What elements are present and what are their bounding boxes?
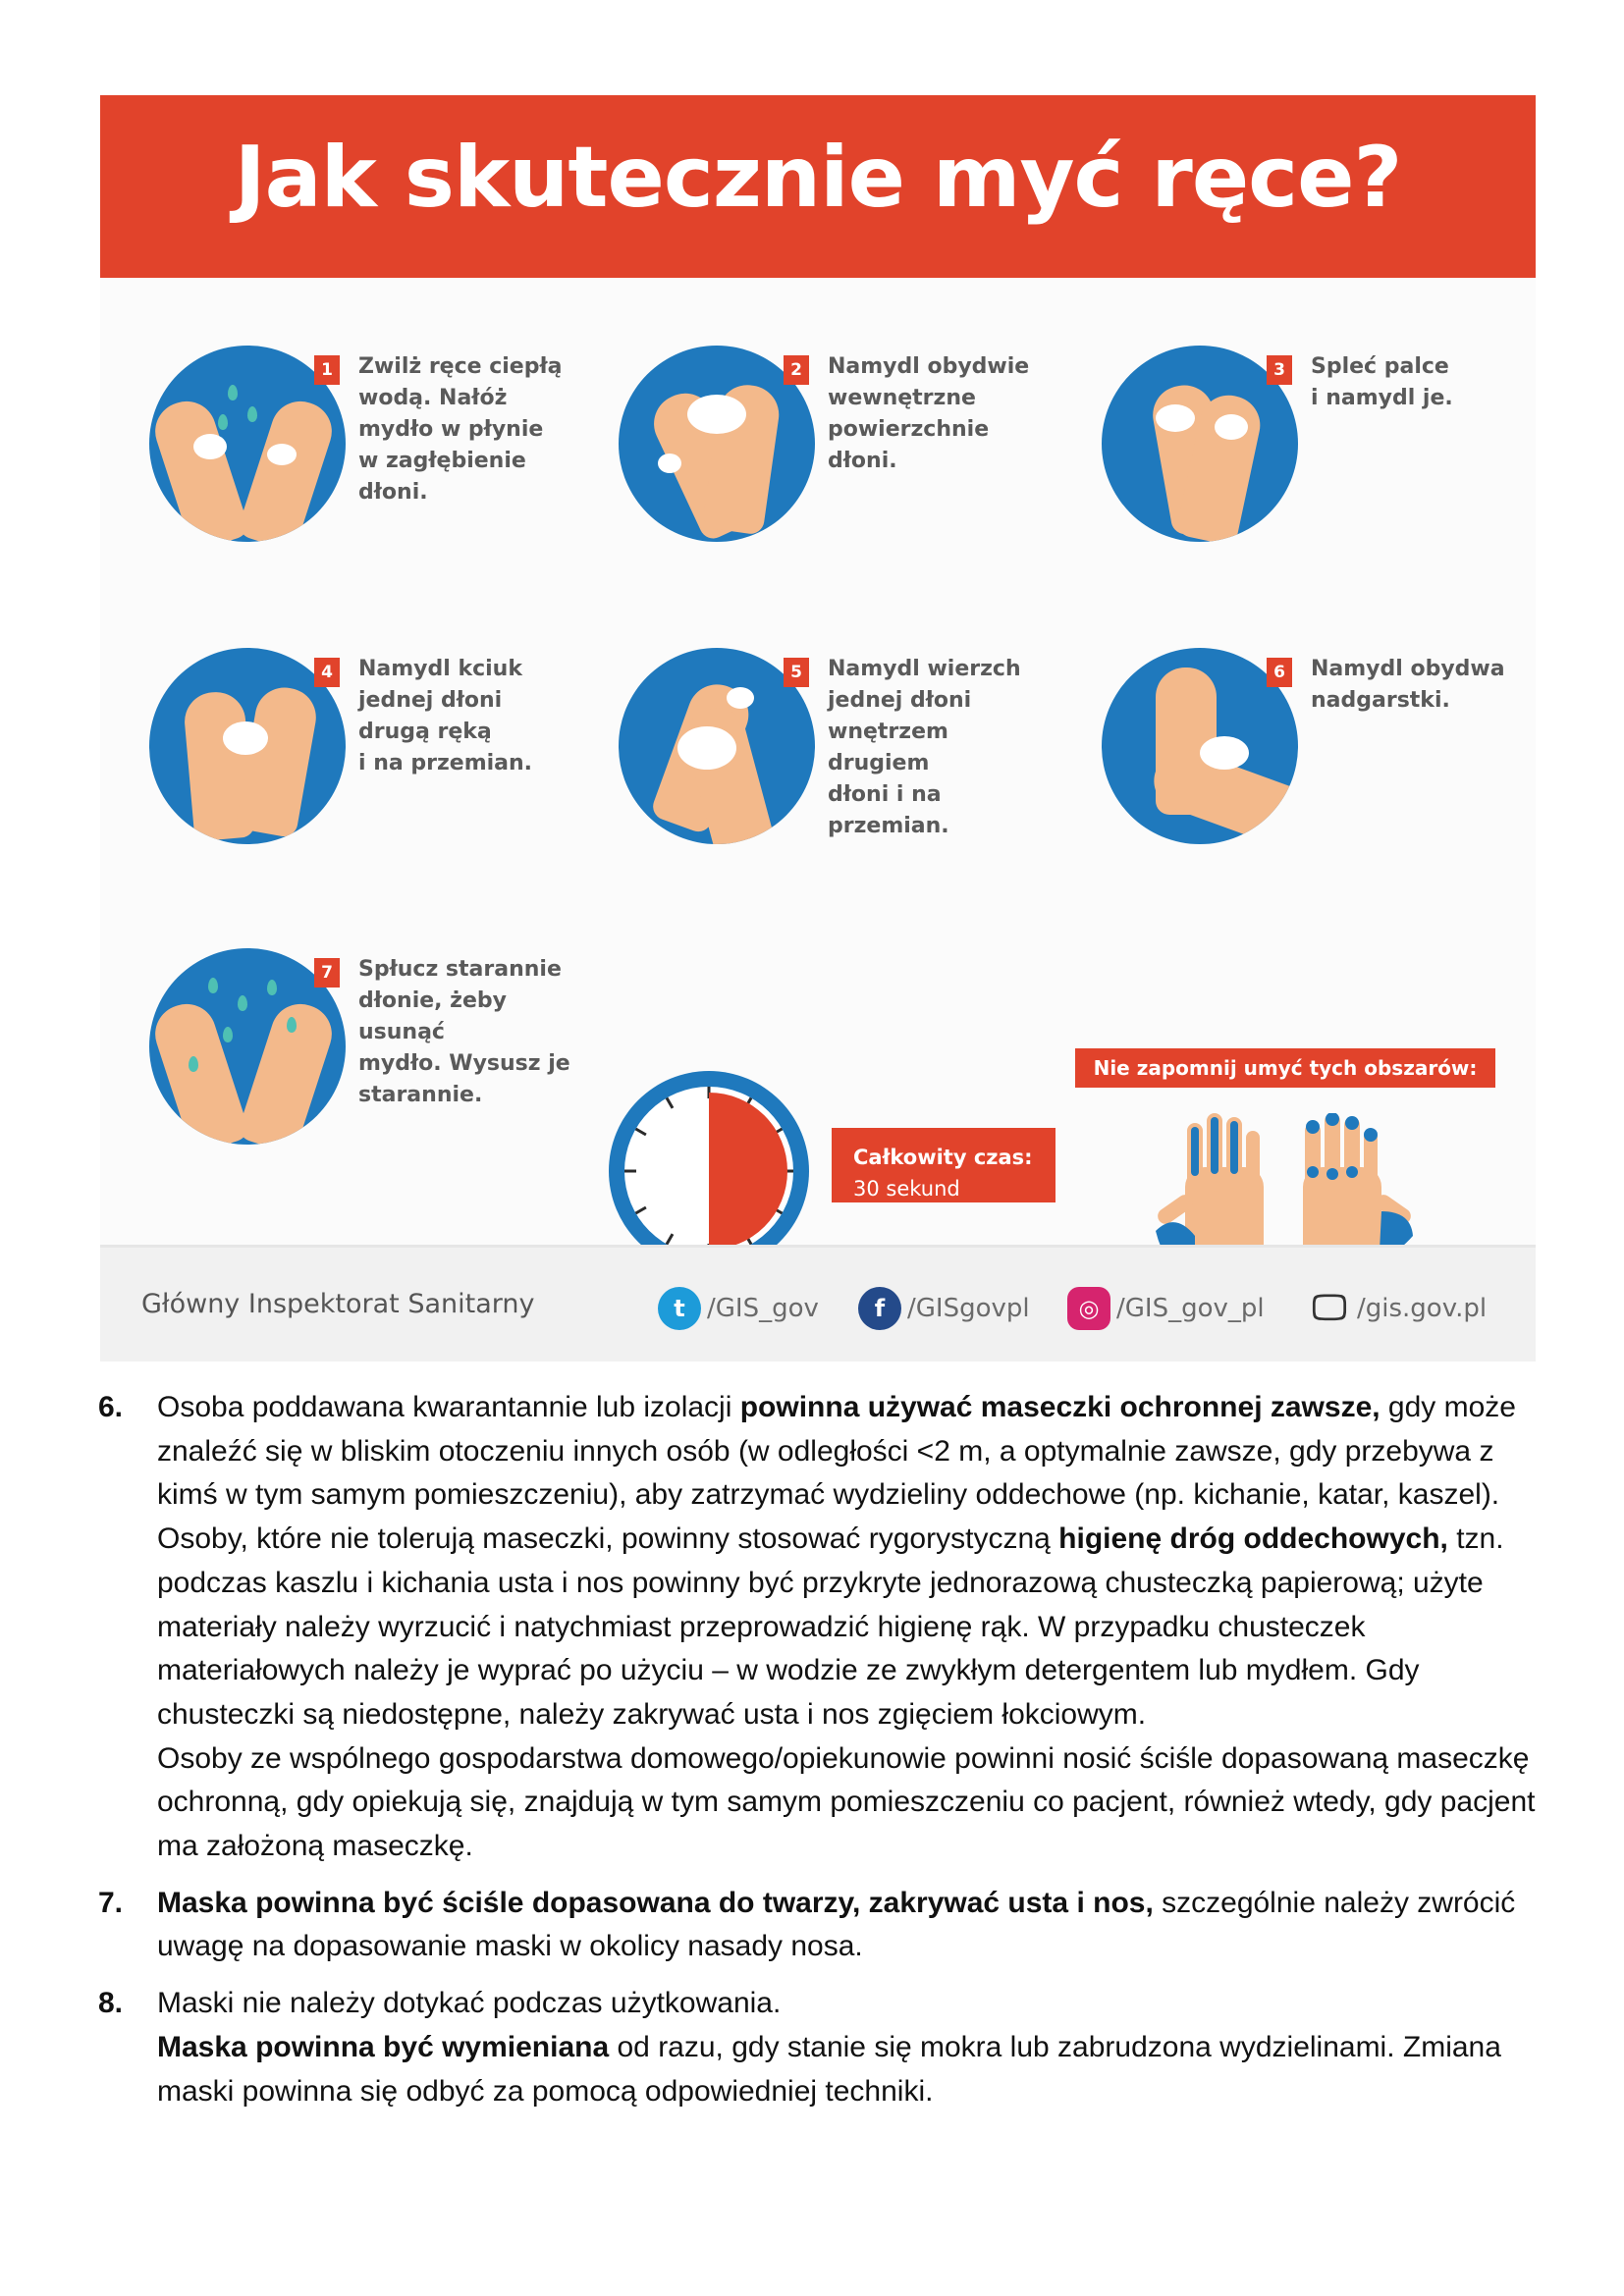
step-4 xyxy=(100,618,562,883)
facebook-icon: f xyxy=(858,1287,901,1330)
total-time-badge xyxy=(832,1128,1056,1202)
step-7 xyxy=(100,919,570,1184)
item-number: 7. xyxy=(98,1886,124,1919)
website-link[interactable] xyxy=(1308,1287,1487,1330)
instructions-list xyxy=(98,1386,1542,2113)
total-time-label: Całkowity czas: xyxy=(853,1146,1033,1169)
poster-footer xyxy=(100,1245,1536,1362)
twitter-link[interactable] xyxy=(658,1287,819,1330)
paragraph: Maska powinna być wymieniana od razu, gdy stanie się mokra lub zabrudzona wydzielinami. Zmiana maski powinna się odbyć za pomocą odpowiedniej techniki. xyxy=(157,2030,1501,2108)
step-text: Spłucz starannie dłonie, żeby usunąć mydło. Wysusz je starannie. xyxy=(358,957,570,1107)
step-number: 6 xyxy=(1267,658,1292,687)
paragraph: Osoba poddawana kwarantannie lub izolacji powinna używać maseczki ochronnej zawsze, gdy może znaleźć się w bliskim otoczeniu innych osób (w odległości <2 m, a optymalnie zawsze, gdy przebywa z kimś w tym samym pomieszczeniu), aby zatrzymać wydzieliny oddechowe (np. kichanie, katar, kaszel). xyxy=(157,1391,1516,1512)
step-number: 7 xyxy=(314,958,340,988)
reminder-banner: Nie zapomnij umyć tych obszarów: xyxy=(1075,1048,1495,1088)
poster-title: Jak skutecznie myć ręce? xyxy=(234,129,1402,227)
poster-banner xyxy=(100,95,1536,278)
instagram-link[interactable] xyxy=(1067,1287,1265,1330)
list-item-8 xyxy=(98,1982,1542,2113)
handwashing-poster xyxy=(100,95,1536,1359)
list-item-6 xyxy=(98,1386,1542,1869)
paragraph: Maski nie należy dotykać podczas użytkowania. xyxy=(157,1987,782,2020)
total-time-value: 30 sekund xyxy=(853,1177,960,1201)
website-url: /gis.gov.pl xyxy=(1357,1294,1488,1323)
facebook-link[interactable] xyxy=(858,1287,1030,1330)
step-text: Namydl obydwa nadgarstki. xyxy=(1311,657,1505,713)
item-number: 8. xyxy=(98,1987,124,2020)
step-text: Namydl kciuk jednej dłoni drugą ręką i na przemian. xyxy=(358,657,533,775)
facebook-handle: /GISgovpl xyxy=(907,1294,1030,1323)
instagram-handle: /GIS_gov_pl xyxy=(1116,1294,1265,1323)
list-item-7 xyxy=(98,1882,1542,1969)
step-3 xyxy=(1053,316,1514,581)
step-5 xyxy=(569,618,1031,883)
instagram-icon: ◎ xyxy=(1067,1287,1110,1330)
step-1 xyxy=(100,316,562,581)
steps-grid xyxy=(100,316,1536,1337)
item-number: 6. xyxy=(98,1391,124,1423)
step-number: 5 xyxy=(784,658,809,687)
timer-icon xyxy=(606,1068,812,1274)
paragraph: Osoby, które nie tolerują maseczki, powinny stosować rygorystyczną higienę dróg oddechowych, tzn. podczas kaszlu i kichania usta i nos powinny być przykryte jednorazową chusteczką papierową; użyte materiały należy wyrzucić i natychmiast przeprowadzić higienę rąk. W przypadku chusteczek materiałowych należy je wyprać po użyciu – w wodzie ze zwykłym detergentem lub mydłem. Gdy chusteczki są niedostępne, należy zakrywać usta i nos zgięciem łokciowym. xyxy=(157,1522,1504,1731)
step-number: 4 xyxy=(314,658,340,687)
twitter-handle: /GIS_gov xyxy=(707,1294,819,1323)
step-number: 2 xyxy=(784,355,809,385)
paragraph: Osoby ze wspólnego gospodarstwa domowego/opiekunowie powinni nosić ściśle dopasowaną maseczkę ochronną, gdy opiekują się, znajdują w tym samym pomieszczeniu co pacjent, również wtedy, gdy pacjent ma założoną maseczkę. xyxy=(157,1741,1536,1863)
step-2 xyxy=(569,316,1031,581)
step-text: Namydl wierzch jednej dłoni wnętrzem drugiem dłoni i na przemian. xyxy=(828,657,1021,838)
step-text: Spleć palce i namydl je. xyxy=(1311,354,1453,410)
step-number: 1 xyxy=(314,355,340,385)
step-text: Zwilż ręce ciepłą wodą. Nałóż mydło w płynie w zagłębienie dłoni. xyxy=(358,354,563,505)
monitor-icon: 🖵 xyxy=(1312,1288,1347,1328)
twitter-icon: t xyxy=(658,1287,701,1330)
paragraph: Maska powinna być ściśle dopasowana do twarzy, zakrywać usta i nos, szczególnie należy zwrócić uwagę na dopasowanie maski w okolicy nasady nosa. xyxy=(157,1886,1516,1963)
step-text: Namydl obydwie wewnętrzne powierzchnie dłoni. xyxy=(828,354,1030,473)
step-number: 3 xyxy=(1267,355,1292,385)
step-6 xyxy=(1053,618,1514,883)
org-name: Główny Inspektorat Sanitarny xyxy=(141,1289,535,1319)
